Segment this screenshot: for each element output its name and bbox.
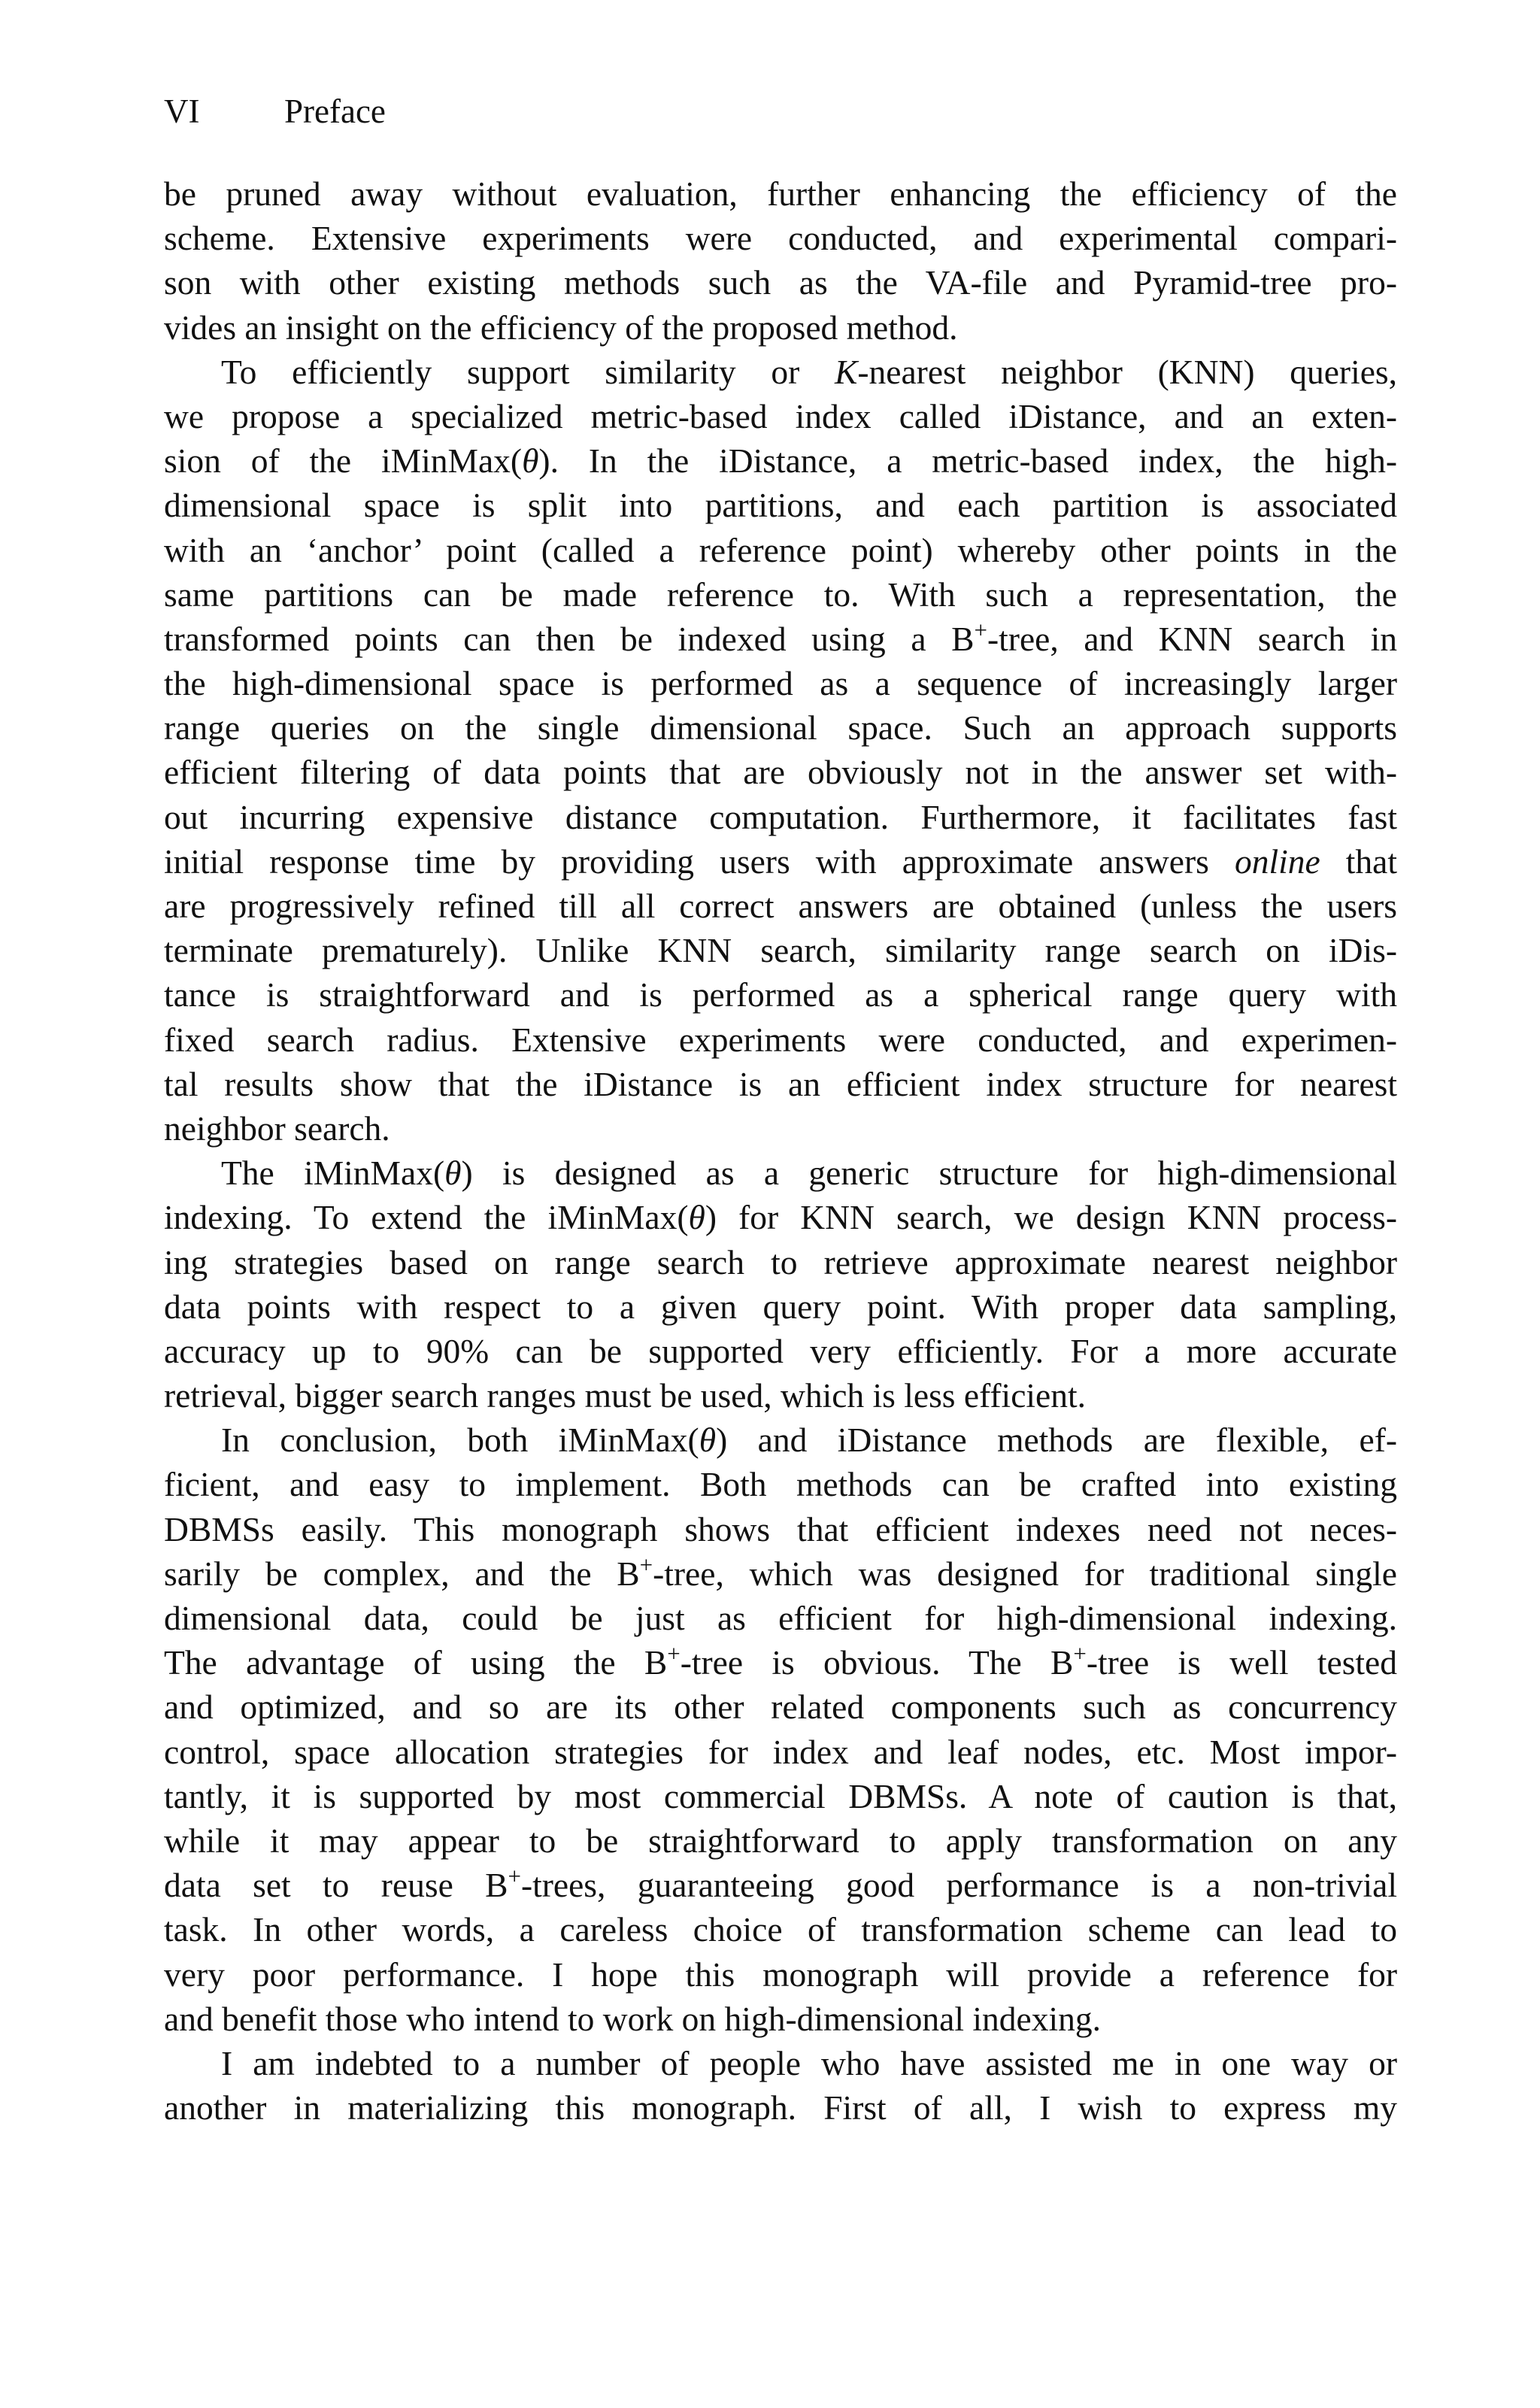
text-line: range queries on the single dimensional space. Such an approach supports <box>164 708 1397 748</box>
text-line: ficient, and easy to implement. Both methods can be crafted into existing <box>164 1465 1397 1504</box>
text-line: tantly, it is supported by most commercial DBMSs. A note of caution is that, <box>164 1776 1397 1815</box>
text-line: be pruned away without evaluation, further enhancing the efficiency of the <box>164 174 1397 213</box>
text-line: we propose a specialized metric-based index called iDistance, and an exten- <box>164 396 1397 435</box>
text-line: the high-dimensional space is performed as a sequence of increasingly larger <box>164 664 1397 703</box>
text-line: son with other existing methods such as the VA-file and Pyramid-tree pro- <box>164 263 1397 302</box>
text-line: indexing. To extend the iMinMax(θ) for KNN search, we design KNN process- <box>164 1198 1397 1237</box>
text-line: I am indebted to a number of people who have assisted me in one way or <box>221 2043 1397 2082</box>
text-line: sion of the iMinMax(θ). In the iDistance, a metric-based index, the high- <box>164 441 1398 481</box>
text-line: dimensional data, could be just as efficient for high-dimensional indexing. <box>164 1599 1397 1637</box>
text-line: tance is straightforward and is performed as a spherical range query with <box>164 975 1397 1014</box>
text-line: data set to reuse B+-trees, guaranteeing good performance is a non-trivial <box>164 1863 1397 1905</box>
running-title: Preface <box>284 92 386 130</box>
text-line: efficient filtering of data points that are obviously not in the answer set with- <box>164 753 1397 792</box>
text-line: fixed search radius. Extensive experiments were conducted, and experimen- <box>164 1020 1397 1059</box>
text-line: In conclusion, both iMinMax(θ) and iDistance methods are flexible, ef- <box>221 1421 1397 1460</box>
text-line: scheme. Extensive experiments were conducted, and experimental compari- <box>164 219 1397 258</box>
text-line: control, space allocation strategies for index and leaf nodes, etc. Most impor- <box>164 1732 1397 1771</box>
text-line: task. In other words, a careless choice of transformation scheme can lead to <box>164 1910 1397 1949</box>
text-line: are progressively refined till all correct answers are obtained (unless the users <box>164 887 1397 925</box>
text-line: To efficiently support similarity or K-nearest neighbor (KNN) queries, <box>221 352 1397 391</box>
text-line: ing strategies based on range search to retrieve approximate nearest neighbor <box>164 1242 1397 1281</box>
text-line: data points with respect to a given query point. With proper data sampling, <box>164 1287 1397 1326</box>
text-line: The advantage of using the B+-tree is obvious. The B+-tree is well tested <box>164 1640 1398 1682</box>
text-line: initial response time by providing users with approximate answers online that <box>164 842 1397 881</box>
text-line: with an ‘anchor’ point (called a reference point) whereby other points in the <box>164 530 1397 569</box>
text-line: very poor performance. I hope this monograph will provide a reference for <box>164 1955 1397 1994</box>
text-line: while it may appear to be straightforward to apply transformation on any <box>164 1821 1397 1860</box>
preface-body <box>164 171 1397 2130</box>
text-line: another in materializing this monograph. First of all, I wish to express my <box>164 2088 1397 2127</box>
text-line: neighbor search. <box>164 1108 390 1148</box>
text-line: and optimized, and so are its other related components such as concurrency <box>164 1688 1397 1727</box>
text-line: tal results show that the iDistance is an efficient index structure for nearest <box>164 1064 1397 1103</box>
text-line: same partitions can be made reference to. With such a representation, the <box>164 575 1397 614</box>
text-line: out incurring expensive distance computation. Furthermore, it facilitates fast <box>164 797 1397 836</box>
text-line: transformed points can then be indexed using a B+-tree, and KNN search in <box>164 616 1397 658</box>
text-line: accuracy up to 90% can be supported very efficiently. For a more accurate <box>164 1331 1397 1370</box>
text-line: The iMinMax(θ) is designed as a generic structure for high-dimensional <box>221 1154 1397 1193</box>
page-number: VI <box>164 92 200 130</box>
running-head <box>164 89 386 134</box>
text-line: sarily be complex, and the B+-tree, which was designed for traditional single <box>164 1551 1397 1593</box>
text-line: and benefit those who intend to work on high-dimensional indexing. <box>164 1999 1101 2038</box>
text-line: terminate prematurely). Unlike KNN search, similarity range search on iDis- <box>164 931 1397 970</box>
text-line: vides an insight on the efficiency of the proposed method. <box>164 308 958 347</box>
text-line: dimensional space is split into partitions, and each partition is associated <box>164 486 1397 525</box>
text-line: DBMSs easily. This monograph shows that efficient indexes need not neces- <box>164 1509 1397 1548</box>
text-line: retrieval, bigger search ranges must be used, which is less efficient. <box>164 1376 1086 1415</box>
